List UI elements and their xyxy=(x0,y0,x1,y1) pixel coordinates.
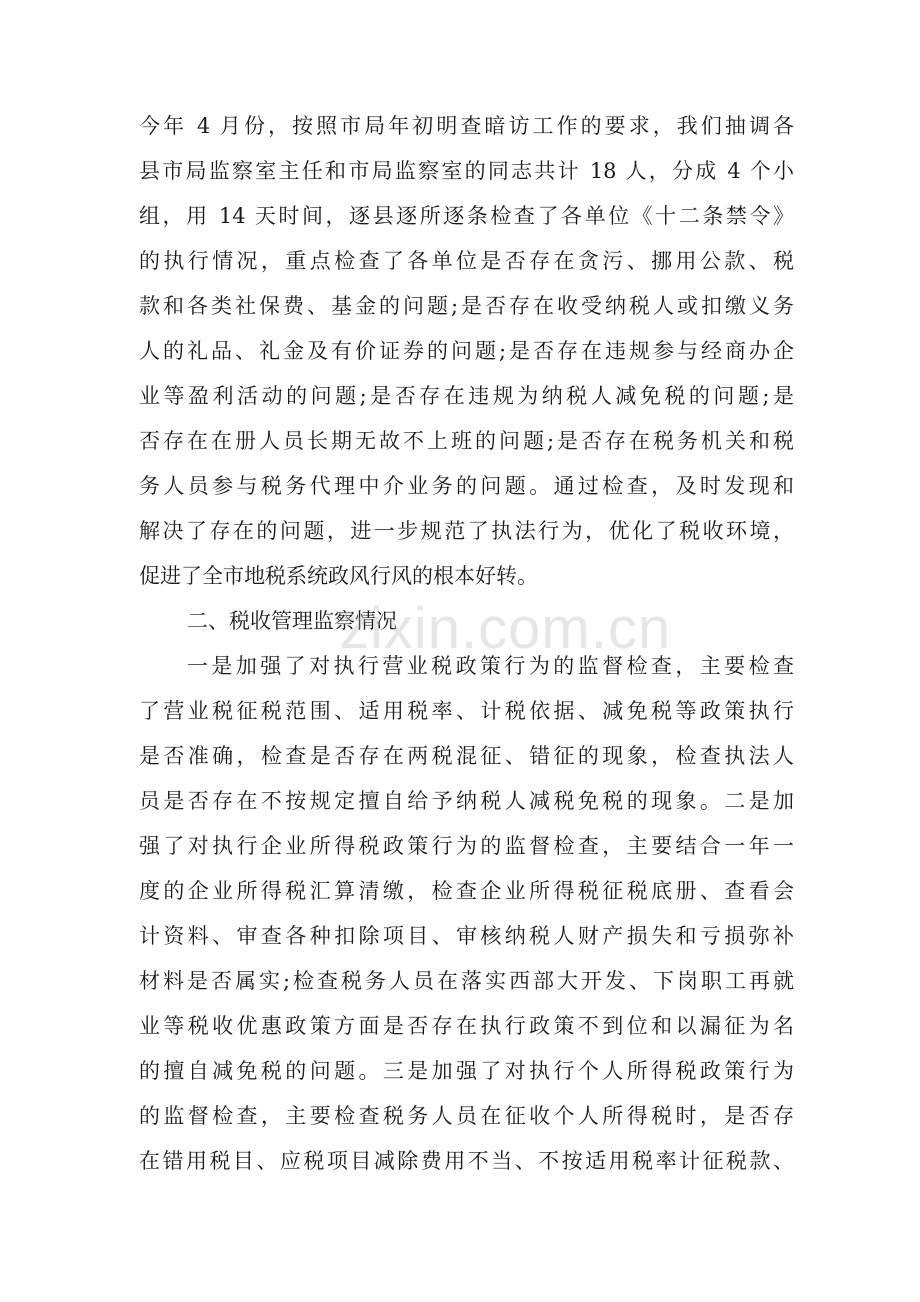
text-line: 解决了存在的问题，进一步规范了执法行为，优化了税收环境， xyxy=(139,519,794,543)
text-line: 促进了全市地税系统政风行风的根本好转。 xyxy=(139,564,538,588)
section-heading: 二、税收管理监察情况 xyxy=(187,609,397,633)
text-line: 组，用 14 天时间，逐县逐所逐条检查了各单位《十二条禁令》 xyxy=(139,204,794,228)
text-line: 在错用税目、应税项目减除费用不当、不按适用税率计征税款、 xyxy=(139,1149,794,1173)
text-line: 县市局监察室主任和市局监察室的同志共计 18 人，分成 4 个小 xyxy=(139,159,794,183)
text-line: 业等盈利活动的问题;是否存在违规为纳税人减免税的问题;是 xyxy=(139,384,794,408)
text-line: 材料是否属实;检查税务人员在落实西部大开发、下岗职工再就 xyxy=(139,969,794,993)
document-body xyxy=(139,104,794,1184)
text-line: 款和各类社保费、基金的问题;是否存在收受纳税人或扣缴义务 xyxy=(139,294,794,318)
text-line: 的执行情况，重点检查了各单位是否存在贪污、挪用公款、税 xyxy=(139,249,794,273)
paragraph-tax-supervision xyxy=(139,644,794,1184)
text-line: 是否准确，检查是否存在两税混征、错征的现象，检查执法人 xyxy=(139,744,794,768)
text-line: 人的礼品、礼金及有价证券的问题;是否存在违规参与经商办企 xyxy=(139,339,794,363)
text-line: 了营业税征税范围、适用税率、计税依据、减免税等政策执行 xyxy=(139,699,794,723)
text-line: 计资料、审查各种扣除项目、审核纳税人财产损失和亏损弥补 xyxy=(139,924,794,948)
text-line: 度的企业所得税汇算清缴，检查企业所得税征税底册、查看会 xyxy=(139,879,794,903)
text-line: 的监督检查，主要检查税务人员在征收个人所得税时，是否存 xyxy=(139,1104,794,1128)
paragraph-inspection-summary xyxy=(139,104,794,599)
text-line: 强了对执行企业所得税政策行为的监督检查，主要结合一年一 xyxy=(139,834,794,858)
text-line: 今年 4 月份，按照市局年初明查暗访工作的要求，我们抽调各 xyxy=(139,114,794,138)
text-line: 员是否存在不按规定擅自给予纳税人减税免税的现象。二是加 xyxy=(139,789,794,813)
text-line: 业等税收优惠政策方面是否存在执行政策不到位和以漏征为名 xyxy=(139,1014,794,1038)
watermark-text: zixin.com.cn xyxy=(340,596,672,661)
text-line: 的擅自减免税的问题。三是加强了对执行个人所得税政策行为 xyxy=(139,1059,794,1083)
text-line: 否存在在册人员长期无故不上班的问题;是否存在税务机关和税 xyxy=(139,429,794,453)
text-line: 一是加强了对执行营业税政策行为的监督检查，主要检查 xyxy=(187,654,794,678)
text-line: 务人员参与税务代理中介业务的问题。通过检查，及时发现和 xyxy=(139,474,794,498)
